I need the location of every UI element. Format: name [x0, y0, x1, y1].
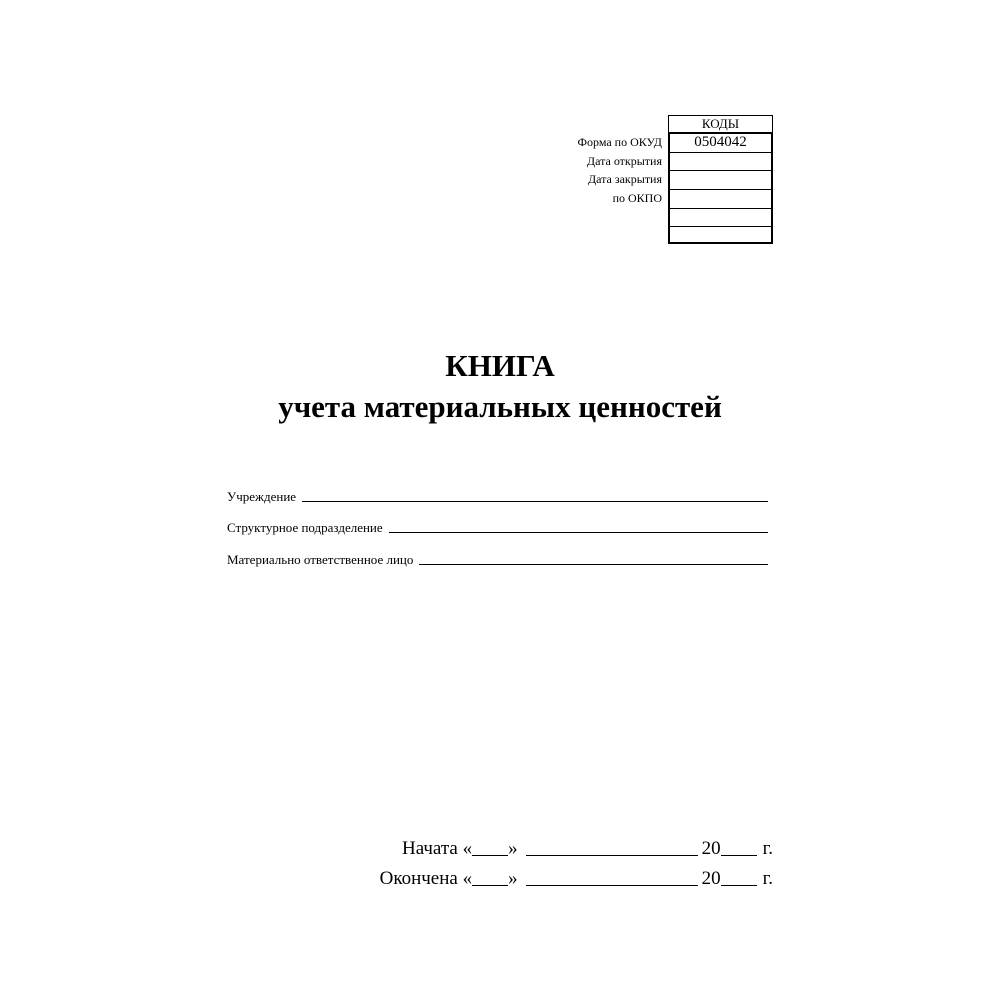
- end-year-prefix: 20: [701, 868, 721, 889]
- end-year-line[interactable]: [721, 885, 757, 886]
- start-year-suffix: г.: [762, 838, 773, 859]
- code-label-open-date: Дата открытия: [586, 153, 662, 168]
- responsible-person-line[interactable]: [419, 564, 768, 565]
- codes-table: [668, 132, 773, 244]
- code-okud-value[interactable]: 0504042: [670, 134, 771, 153]
- institution-line[interactable]: [302, 501, 768, 502]
- end-day-line[interactable]: [472, 885, 508, 886]
- end-year-suffix: г.: [762, 868, 773, 889]
- document-subtitle: учета материальных ценностей: [278, 389, 722, 424]
- end-date-label: Окончена «: [379, 868, 473, 889]
- codes-header: КОДЫ: [668, 115, 773, 132]
- responsible-person-field[interactable]: [227, 550, 768, 568]
- start-date-label: Начата «: [401, 838, 473, 859]
- end-date-row: [380, 866, 773, 890]
- responsible-person-label: Материально ответственное лицо: [227, 552, 414, 567]
- code-label-okud: Форма по ОКУД: [577, 135, 662, 149]
- code-close-date-value[interactable]: [670, 171, 771, 190]
- start-year-line[interactable]: [721, 855, 757, 856]
- code-extra-value-2[interactable]: [670, 227, 771, 246]
- code-label-close-date: Дата закрытия: [587, 172, 662, 187]
- department-line[interactable]: [389, 532, 768, 533]
- code-okpo-value[interactable]: [670, 190, 771, 209]
- code-open-date-value[interactable]: [670, 153, 771, 172]
- start-quote-close: »: [508, 838, 518, 859]
- institution-field[interactable]: [227, 487, 768, 505]
- end-quote-close: »: [508, 868, 518, 889]
- start-date-row: [402, 836, 773, 860]
- institution-label: Учреждение: [227, 489, 297, 504]
- department-label: Структурное подразделение: [227, 520, 383, 535]
- start-year-prefix: 20: [701, 838, 721, 859]
- start-day-line[interactable]: [472, 855, 508, 856]
- end-month-line[interactable]: [526, 885, 698, 886]
- code-label-okpo: по ОКПО: [612, 190, 662, 205]
- code-labels: [578, 133, 662, 208]
- start-month-line[interactable]: [526, 855, 698, 856]
- document-title: КНИГА: [445, 348, 555, 383]
- department-field[interactable]: [227, 518, 768, 536]
- code-extra-value-1[interactable]: [670, 209, 771, 228]
